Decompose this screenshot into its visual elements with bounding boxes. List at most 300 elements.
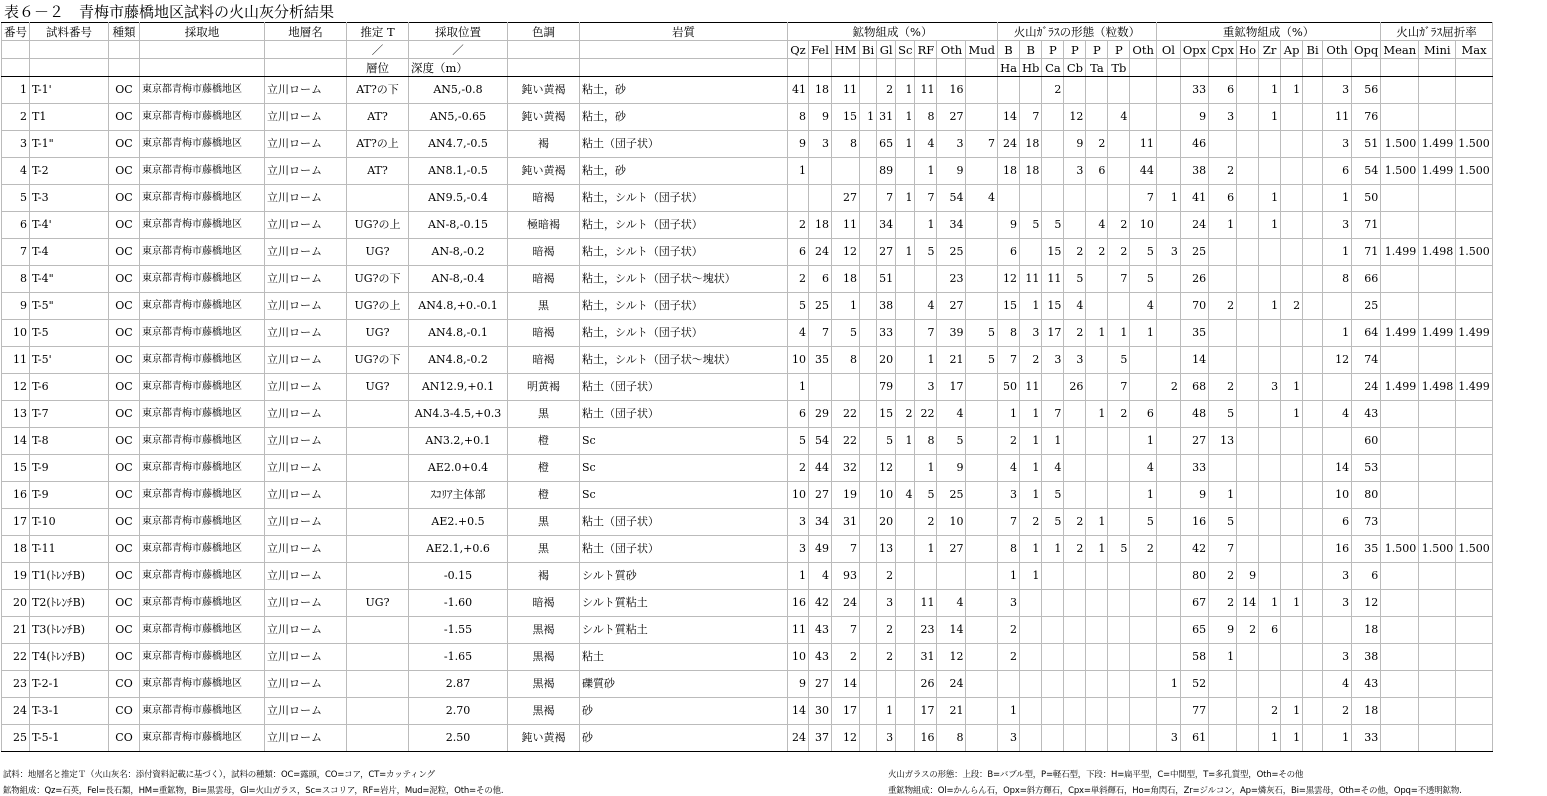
heavy-col-header: Ap xyxy=(1281,41,1303,59)
refr-value xyxy=(1419,644,1456,671)
glass-value: 18 xyxy=(998,158,1020,185)
glass-col-header-bottom: Ta xyxy=(1086,59,1108,77)
glass-value xyxy=(1064,482,1086,509)
glass-col-header-bottom: Ca xyxy=(1042,59,1064,77)
heavy-value xyxy=(1303,158,1323,185)
refr-col-blank xyxy=(1381,59,1419,77)
heavy-value: 3 xyxy=(1209,104,1237,131)
mineral-value: 10 xyxy=(788,347,809,374)
glass-value xyxy=(1130,347,1156,374)
mineral-value xyxy=(896,212,915,239)
mineral-value: 4 xyxy=(809,563,832,590)
refr-value xyxy=(1381,644,1419,671)
mineral-value xyxy=(966,401,998,428)
refr-value xyxy=(1419,455,1456,482)
row-number: 11 xyxy=(2,347,30,374)
glass-value xyxy=(1130,104,1156,131)
mineral-value xyxy=(966,536,998,563)
heavy-value: 9 xyxy=(1180,104,1208,131)
glass-value xyxy=(1108,77,1130,104)
mineral-value: 15 xyxy=(832,104,860,131)
sample-id: T-5" xyxy=(30,293,109,320)
refr-value: 1.500 xyxy=(1456,158,1493,185)
heavy-value xyxy=(1237,401,1259,428)
sample-position: AE2.+0.5 xyxy=(409,509,508,536)
mineral-value: 38 xyxy=(877,293,896,320)
heavy-value xyxy=(1237,428,1259,455)
heavy-col-blank xyxy=(1303,59,1323,77)
heavy-value: 1 xyxy=(1281,698,1303,725)
glass-value xyxy=(1042,644,1064,671)
glass-value xyxy=(1108,509,1130,536)
lithology: 粘土，シルト（団子状） xyxy=(580,293,788,320)
layer-name: 立川ローム xyxy=(265,401,347,428)
table-row xyxy=(2,563,1493,590)
sample-kind: CO xyxy=(109,725,140,752)
row-number: 9 xyxy=(2,293,30,320)
heavy-value xyxy=(1156,212,1180,239)
heavy-value: 53 xyxy=(1352,455,1381,482)
refr-value: 1.499 xyxy=(1381,374,1419,401)
mineral-value: 2 xyxy=(877,563,896,590)
sample-place: 東京都青梅市藤橋地区 xyxy=(140,455,265,482)
mineral-value xyxy=(860,131,877,158)
heavy-value xyxy=(1237,725,1259,752)
mineral-col-blank xyxy=(877,59,896,77)
mineral-value: 17 xyxy=(915,698,937,725)
glass-value xyxy=(1020,590,1042,617)
mineral-value: 2 xyxy=(896,401,915,428)
refr-value xyxy=(1456,347,1493,374)
mineral-value: 5 xyxy=(915,239,937,266)
heavy-value xyxy=(1281,212,1303,239)
glass-value: 1 xyxy=(1130,320,1156,347)
heavy-value: 3 xyxy=(1323,563,1352,590)
heavy-value xyxy=(1303,266,1323,293)
heavy-col-header: Zr xyxy=(1259,41,1281,59)
sample-place: 東京都青梅市藤橋地区 xyxy=(140,158,265,185)
heavy-value xyxy=(1237,644,1259,671)
refr-col-header: Mean xyxy=(1381,41,1419,59)
glass-value xyxy=(1086,671,1108,698)
heavy-value: 2 xyxy=(1209,563,1237,590)
table-row xyxy=(2,428,1493,455)
mineral-value: 3 xyxy=(788,509,809,536)
mineral-value: 35 xyxy=(809,347,832,374)
mineral-value: 6 xyxy=(788,401,809,428)
estimated-tephra xyxy=(347,617,409,644)
heavy-value: 43 xyxy=(1352,401,1381,428)
glass-value xyxy=(1108,158,1130,185)
heavy-col-header: Opx xyxy=(1180,41,1208,59)
mineral-value: 4 xyxy=(937,590,966,617)
heavy-value: 42 xyxy=(1180,536,1208,563)
mineral-col-header: Gl xyxy=(877,41,896,59)
sample-id: T-1" xyxy=(30,131,109,158)
glass-value xyxy=(1130,725,1156,752)
glass-value: 1 xyxy=(1108,320,1130,347)
heavy-value: 38 xyxy=(1352,644,1381,671)
lithology: 粘土（団子状） xyxy=(580,374,788,401)
glass-value: 12 xyxy=(998,266,1020,293)
refr-value xyxy=(1381,347,1419,374)
heavy-value: 41 xyxy=(1180,185,1208,212)
mineral-value: 5 xyxy=(937,428,966,455)
heavy-value: 61 xyxy=(1180,725,1208,752)
row-number: 15 xyxy=(2,455,30,482)
heavy-value: 43 xyxy=(1352,671,1381,698)
sample-place: 東京都青梅市藤橋地区 xyxy=(140,644,265,671)
heavy-value xyxy=(1281,671,1303,698)
refr-value xyxy=(1456,455,1493,482)
glass-value xyxy=(998,671,1020,698)
mineral-value xyxy=(966,374,998,401)
heavy-value xyxy=(1259,401,1281,428)
color-tone: 黒褐 xyxy=(508,698,580,725)
heavy-value: 12 xyxy=(1323,347,1352,374)
glass-value xyxy=(1020,644,1042,671)
refr-value xyxy=(1456,509,1493,536)
glass-value: 1 xyxy=(1130,428,1156,455)
heavy-value xyxy=(1237,347,1259,374)
heavy-value: 9 xyxy=(1180,482,1208,509)
glass-value: 1 xyxy=(1042,428,1064,455)
mineral-value: 1 xyxy=(896,131,915,158)
refr-value xyxy=(1419,617,1456,644)
heavy-value xyxy=(1303,617,1323,644)
heavy-value xyxy=(1237,455,1259,482)
heavy-value: 27 xyxy=(1180,428,1208,455)
glass-value: 2 xyxy=(1108,239,1130,266)
mineral-value: 3 xyxy=(877,725,896,752)
heavy-value xyxy=(1237,536,1259,563)
mineral-value xyxy=(860,725,877,752)
mineral-col-blank xyxy=(860,59,877,77)
refr-value xyxy=(1419,77,1456,104)
glass-value xyxy=(1086,617,1108,644)
sample-position: AN-8,-0.4 xyxy=(409,266,508,293)
sample-id: T1 xyxy=(30,104,109,131)
refr-value xyxy=(1419,482,1456,509)
glass-value xyxy=(1130,617,1156,644)
glass-col-header-top: P xyxy=(1108,41,1130,59)
heavy-value: 16 xyxy=(1180,509,1208,536)
mineral-value: 13 xyxy=(877,536,896,563)
heavy-value xyxy=(1237,293,1259,320)
mineral-value xyxy=(809,158,832,185)
glass-col-header-bottom: Ha xyxy=(998,59,1020,77)
heavy-value: 35 xyxy=(1352,536,1381,563)
glass-value xyxy=(1064,401,1086,428)
heavy-value xyxy=(1259,455,1281,482)
heavy-value: 3 xyxy=(1259,374,1281,401)
glass-value xyxy=(1108,131,1130,158)
heavy-value xyxy=(1281,158,1303,185)
mineral-value: 5 xyxy=(832,320,860,347)
refr-value: 1.499 xyxy=(1419,131,1456,158)
heavy-value: 1 xyxy=(1281,401,1303,428)
glass-value: 1 xyxy=(1086,320,1108,347)
mineral-value: 2 xyxy=(915,509,937,536)
refr-value xyxy=(1381,509,1419,536)
color-tone: 暗褐 xyxy=(508,347,580,374)
glass-value: 44 xyxy=(1130,158,1156,185)
heavy-value xyxy=(1209,266,1237,293)
heavy-value: 66 xyxy=(1352,266,1381,293)
sample-id: T-4' xyxy=(30,212,109,239)
glass-value: 15 xyxy=(998,293,1020,320)
mineral-value: 42 xyxy=(809,590,832,617)
sample-position: AN5,-0.8 xyxy=(409,77,508,104)
heavy-value: 80 xyxy=(1180,563,1208,590)
mineral-value: 3 xyxy=(788,536,809,563)
heavy-value xyxy=(1281,185,1303,212)
sample-position: AN4.7,-0.5 xyxy=(409,131,508,158)
mineral-value: 22 xyxy=(915,401,937,428)
glass-value xyxy=(998,185,1020,212)
lithology: 礫質砂 xyxy=(580,671,788,698)
mineral-value xyxy=(860,185,877,212)
row-number: 12 xyxy=(2,374,30,401)
glass-value: 4 xyxy=(1108,104,1130,131)
heavy-value xyxy=(1209,320,1237,347)
mineral-value xyxy=(860,374,877,401)
sample-kind: OC xyxy=(109,482,140,509)
refr-value xyxy=(1381,671,1419,698)
sample-position: 2.87 xyxy=(409,671,508,698)
sample-id: T-9 xyxy=(30,482,109,509)
sample-position: AN4.8,+0.-0.1 xyxy=(409,293,508,320)
glass-value: 3 xyxy=(1020,320,1042,347)
table-row xyxy=(2,509,1493,536)
heavy-value xyxy=(1209,725,1237,752)
heavy-value: 3 xyxy=(1156,239,1180,266)
row-number: 1 xyxy=(2,77,30,104)
mineral-value: 27 xyxy=(809,482,832,509)
mineral-value: 20 xyxy=(877,509,896,536)
mineral-value xyxy=(896,320,915,347)
refr-value xyxy=(1456,77,1493,104)
refr-value xyxy=(1381,617,1419,644)
glass-value: 26 xyxy=(1064,374,1086,401)
heavy-value xyxy=(1156,320,1180,347)
sample-kind: OC xyxy=(109,158,140,185)
sample-id: T-2-1 xyxy=(30,671,109,698)
glass-value xyxy=(1064,698,1086,725)
glass-value xyxy=(1130,77,1156,104)
sample-kind: OC xyxy=(109,644,140,671)
mineral-value: 30 xyxy=(809,698,832,725)
mineral-value: 1 xyxy=(915,347,937,374)
mineral-value xyxy=(966,563,998,590)
glass-value: 4 xyxy=(1064,293,1086,320)
sample-id: T2(ﾄﾚﾝﾁB) xyxy=(30,590,109,617)
table-row xyxy=(2,671,1493,698)
heavy-value xyxy=(1209,239,1237,266)
heavy-value xyxy=(1259,266,1281,293)
refr-value xyxy=(1381,185,1419,212)
sample-place: 東京都青梅市藤橋地区 xyxy=(140,104,265,131)
lithology: Sc xyxy=(580,428,788,455)
color-tone: 褐 xyxy=(508,131,580,158)
refr-value xyxy=(1381,428,1419,455)
heavy-value xyxy=(1303,374,1323,401)
mineral-value: 5 xyxy=(788,428,809,455)
heavy-value: 24 xyxy=(1352,374,1381,401)
sample-kind: OC xyxy=(109,617,140,644)
mineral-value: 5 xyxy=(966,320,998,347)
glass-value: 14 xyxy=(998,104,1020,131)
lithology: 粘土，シルト（団子状） xyxy=(580,185,788,212)
glass-value xyxy=(1042,563,1064,590)
heavy-value xyxy=(1259,347,1281,374)
row-number: 25 xyxy=(2,725,30,752)
heavy-value xyxy=(1303,644,1323,671)
sample-position: 2.70 xyxy=(409,698,508,725)
estimated-tephra xyxy=(347,401,409,428)
heavy-value xyxy=(1281,563,1303,590)
glass-value xyxy=(1042,104,1064,131)
refr-value: 1.500 xyxy=(1381,158,1419,185)
sample-place: 東京都青梅市藤橋地区 xyxy=(140,293,265,320)
glass-value: 15 xyxy=(1042,293,1064,320)
heavy-value: 71 xyxy=(1352,212,1381,239)
refr-value: 1.499 xyxy=(1419,320,1456,347)
row-number: 23 xyxy=(2,671,30,698)
mineral-value: 79 xyxy=(877,374,896,401)
glass-value: 1 xyxy=(1020,455,1042,482)
refr-value xyxy=(1456,590,1493,617)
glass-value: 1 xyxy=(1020,293,1042,320)
heavy-value xyxy=(1209,455,1237,482)
glass-value xyxy=(1086,104,1108,131)
table-row xyxy=(2,131,1493,158)
heavy-value xyxy=(1209,671,1237,698)
heavy-group-header: 重鉱物組成（%） xyxy=(1156,23,1380,41)
heavy-value xyxy=(1237,509,1259,536)
heavy-value xyxy=(1323,617,1352,644)
mineral-value xyxy=(937,563,966,590)
sample-place: 東京都青梅市藤橋地区 xyxy=(140,725,265,752)
heavy-value: 2 xyxy=(1237,617,1259,644)
mineral-value xyxy=(896,374,915,401)
heavy-value xyxy=(1303,509,1323,536)
mineral-value: 7 xyxy=(915,320,937,347)
row-number: 16 xyxy=(2,482,30,509)
mineral-value: 4 xyxy=(937,401,966,428)
estimated-tephra: UG? xyxy=(347,320,409,347)
layer-name: 立川ローム xyxy=(265,644,347,671)
glass-value: 6 xyxy=(1130,401,1156,428)
heavy-value xyxy=(1281,482,1303,509)
sample-place: 東京都青梅市藤橋地区 xyxy=(140,536,265,563)
color-tone: 鈍い黄褐 xyxy=(508,104,580,131)
table-row xyxy=(2,644,1493,671)
heavy-value xyxy=(1323,374,1352,401)
mineral-value xyxy=(832,374,860,401)
row-number: 3 xyxy=(2,131,30,158)
heavy-value: 60 xyxy=(1352,428,1381,455)
estimated-tephra: UG? xyxy=(347,590,409,617)
heavy-value: 6 xyxy=(1259,617,1281,644)
mineral-value: 9 xyxy=(809,104,832,131)
color-tone: 暗褐 xyxy=(508,266,580,293)
refr-value xyxy=(1381,455,1419,482)
heavy-value: 71 xyxy=(1352,239,1381,266)
mineral-value: 2 xyxy=(832,644,860,671)
glass-value xyxy=(1086,185,1108,212)
glass-value: 7 xyxy=(998,509,1020,536)
heavy-value xyxy=(1303,239,1323,266)
refr-col-blank xyxy=(1419,59,1456,77)
sample-place: 東京都青梅市藤橋地区 xyxy=(140,698,265,725)
glass-value: 5 xyxy=(1130,239,1156,266)
heavy-value: 3 xyxy=(1323,131,1352,158)
mineral-value xyxy=(896,455,915,482)
glass-value xyxy=(998,77,1020,104)
row-number: 17 xyxy=(2,509,30,536)
mineral-value: 10 xyxy=(877,482,896,509)
table-row xyxy=(2,401,1493,428)
heavy-value: 1 xyxy=(1323,239,1352,266)
refr-value xyxy=(1381,725,1419,752)
glass-value xyxy=(1086,293,1108,320)
color-tone: 黒 xyxy=(508,293,580,320)
mineral-value: 10 xyxy=(788,644,809,671)
sample-id: T4(ﾄﾚﾝﾁB) xyxy=(30,644,109,671)
estimated-tephra: AT? xyxy=(347,158,409,185)
row-number: 21 xyxy=(2,617,30,644)
mineral-value: 2 xyxy=(877,617,896,644)
heavy-value xyxy=(1303,698,1323,725)
mineral-value: 32 xyxy=(832,455,860,482)
mineral-value: 18 xyxy=(809,212,832,239)
refr-value xyxy=(1456,698,1493,725)
heavy-value: 4 xyxy=(1323,671,1352,698)
glass-value: 2 xyxy=(998,644,1020,671)
heavy-value xyxy=(1259,563,1281,590)
row-number: 6 xyxy=(2,212,30,239)
heavy-value xyxy=(1156,536,1180,563)
heavy-value xyxy=(1281,428,1303,455)
glass-value: 12 xyxy=(1064,104,1086,131)
mineral-value xyxy=(966,428,998,455)
mineral-value: 1 xyxy=(896,104,915,131)
heavy-value xyxy=(1156,131,1180,158)
heavy-value xyxy=(1281,617,1303,644)
glass-value: 3 xyxy=(1064,158,1086,185)
mineral-value: 27 xyxy=(937,293,966,320)
mineral-value: 25 xyxy=(937,482,966,509)
color-tone: 黒 xyxy=(508,401,580,428)
estimated-tephra xyxy=(347,509,409,536)
mineral-value: 23 xyxy=(937,266,966,293)
mineral-value: 8 xyxy=(915,104,937,131)
heavy-value xyxy=(1259,536,1281,563)
glass-value: 3 xyxy=(998,725,1020,752)
sample-kind: OC xyxy=(109,77,140,104)
mineral-value: 19 xyxy=(832,482,860,509)
sample-position: -0.15 xyxy=(409,563,508,590)
refr-value: 1.499 xyxy=(1456,374,1493,401)
sample-id: T-7 xyxy=(30,401,109,428)
heavy-value: 48 xyxy=(1180,401,1208,428)
mineral-col-header: Fel xyxy=(809,41,832,59)
sample-kind: OC xyxy=(109,563,140,590)
refr-value: 1.500 xyxy=(1456,131,1493,158)
refr-value xyxy=(1456,482,1493,509)
mineral-value: 3 xyxy=(809,131,832,158)
